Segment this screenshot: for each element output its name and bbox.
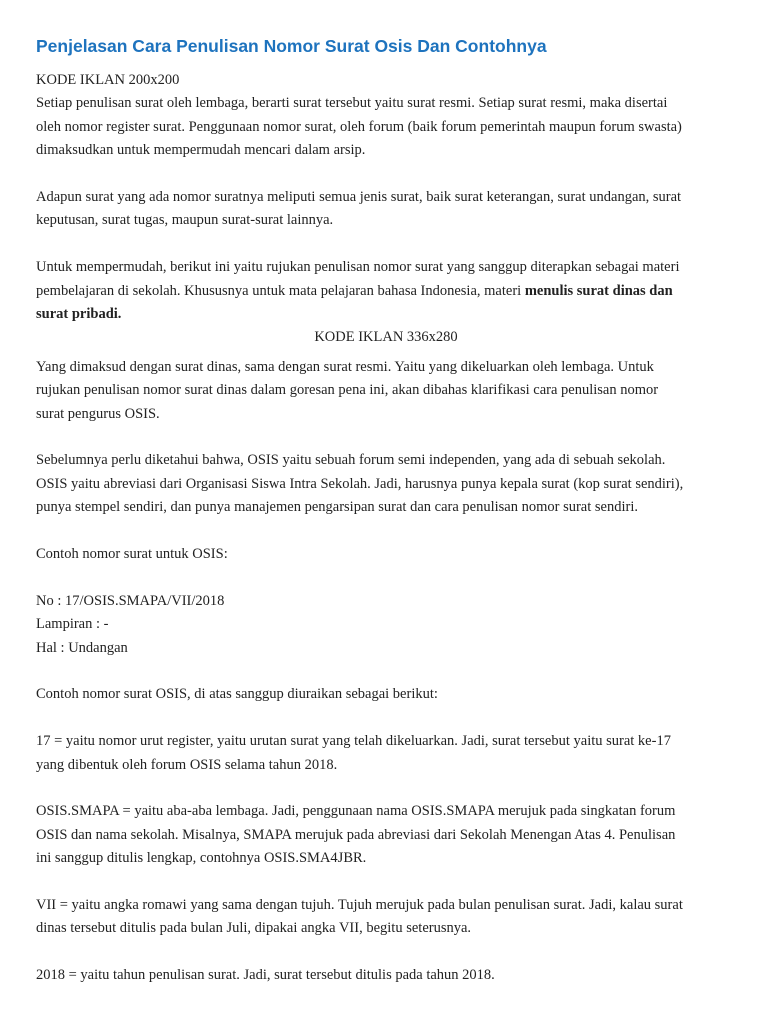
ad-placeholder-200x200: KODE IKLAN 200x200 bbox=[36, 72, 180, 88]
example-no: No : 17/OSIS.SMAPA/VII/2018 bbox=[36, 592, 225, 609]
paragraph-explanation-intro: Contoh nomor surat OSIS, di atas sanggup diuraikan sebagai berikut: bbox=[36, 686, 438, 703]
page-title: Penjelasan Cara Penulisan Nomor Surat Osis Dan Contohnya bbox=[36, 36, 547, 56]
paragraph-year: 2018 = yaitu tahun penulisan surat. Jadi, surat tersebut ditulis pada tahun 2018. bbox=[36, 967, 495, 984]
paragraph-line: OSIS.SMAPA = yaitu aba-aba lembaga. Jadi, penggunaan nama OSIS.SMAPA merujuk pada singkatan forum bbox=[36, 803, 676, 820]
paragraph-text: pembelajaran di sekolah. Khususnya untuk mata pelajaran bahasa Indonesia, materi bbox=[36, 282, 525, 299]
paragraph-line: keputusan, surat tugas, maupun surat-surat lainnya. bbox=[36, 212, 334, 229]
paragraph-line: oleh nomor register surat. Penggunaan nomor surat, oleh forum (baik forum pemerintah maupun forum swasta) bbox=[36, 118, 682, 135]
paragraph-line: Adapun surat yang ada nomor suratnya meliputi semua jenis surat, baik surat keterangan, surat undangan, surat bbox=[36, 189, 682, 206]
paragraph-line: Untuk mempermudah, berikut ini yaitu rujukan penulisan nomor surat yang sanggup diterapkan sebagai materi bbox=[36, 259, 680, 276]
example-letter-number bbox=[36, 590, 736, 660]
paragraph-line: rujukan penulisan nomor surat dinas dalam goresan pena ini, akan dibahas klarifikasi cara penulisan nomor bbox=[36, 382, 659, 399]
paragraph-surat-dinas bbox=[36, 356, 736, 426]
example-hal: Hal : Undangan bbox=[36, 639, 128, 656]
paragraph-line: punya stempel sendiri, dan punya manajemen pengarsipan surat dan cara penulisan nomor surat sendiri. bbox=[36, 499, 638, 516]
paragraph-line: ini sanggup ditulis lengkap, contohnya OSIS.SMA4JBR. bbox=[36, 850, 367, 867]
paragraph-line: surat pengurus OSIS. bbox=[36, 405, 160, 422]
ad-placeholder-336x280: KODE IKLAN 336x280 bbox=[314, 329, 458, 346]
paragraph-line: Setiap penulisan surat oleh lembaga, berarti surat tersebut yaitu surat resmi. Setiap surat resmi, maka disertai bbox=[36, 95, 668, 112]
paragraph-line: Yang dimaksud dengan surat dinas, sama dengan surat resmi. Yaitu yang dikeluarkan oleh lembaga. Untuk bbox=[36, 358, 654, 375]
paragraph-line: Sebelumnya perlu diketahui bahwa, OSIS yaitu sebuah forum semi independen, yang ada di sebuah sekolah. bbox=[36, 452, 666, 469]
paragraph-line: VII = yaitu angka romawi yang sama dengan tujuh. Tujuh merujuk pada bulan penulisan surat. Jadi, kalau surat bbox=[36, 897, 683, 914]
paragraph-line: dimaksudkan untuk mempermudah mencari dalam arsip. bbox=[36, 142, 366, 159]
paragraph-example-intro: Contoh nomor surat untuk OSIS: bbox=[36, 546, 228, 563]
bold-emphasis: menulis surat dinas dan bbox=[524, 282, 673, 299]
paragraph-line bbox=[36, 303, 736, 326]
bold-emphasis: surat pribadi. bbox=[36, 306, 122, 323]
paragraph-reference bbox=[36, 256, 736, 326]
paragraph-line: dinas tersebut ditulis pada bulan Juli, dipakai angka VII, begitu seterusnya. bbox=[36, 920, 472, 937]
paragraph-types bbox=[36, 186, 736, 233]
paragraph-line: 17 = yaitu nomor urut register, yaitu urutan surat yang telah dikeluarkan. Jadi, surat tersebut yaitu surat ke-17 bbox=[36, 733, 671, 750]
example-lampiran: Lampiran : - bbox=[36, 616, 109, 633]
paragraph-register-number bbox=[36, 730, 736, 777]
paragraph-line bbox=[36, 280, 736, 303]
paragraph-osis bbox=[36, 449, 736, 519]
article-body bbox=[36, 69, 736, 988]
paragraph-institution-code bbox=[36, 800, 736, 870]
paragraph-line: yang dibentuk oleh forum OSIS selama tahun 2018. bbox=[36, 756, 338, 773]
article bbox=[36, 34, 736, 988]
paragraph-line: OSIS dan nama sekolah. Misalnya, SMAPA merujuk pada abreviasi dari Sekolah Menengan Atas 4. Penulisan bbox=[36, 826, 676, 843]
paragraph-roman-month bbox=[36, 894, 736, 941]
paragraph-intro bbox=[36, 92, 736, 162]
paragraph-line: OSIS yaitu abreviasi dari Organisasi Siswa Intra Sekolah. Jadi, harusnya punya kepala surat (kop surat sendiri), bbox=[36, 475, 684, 492]
